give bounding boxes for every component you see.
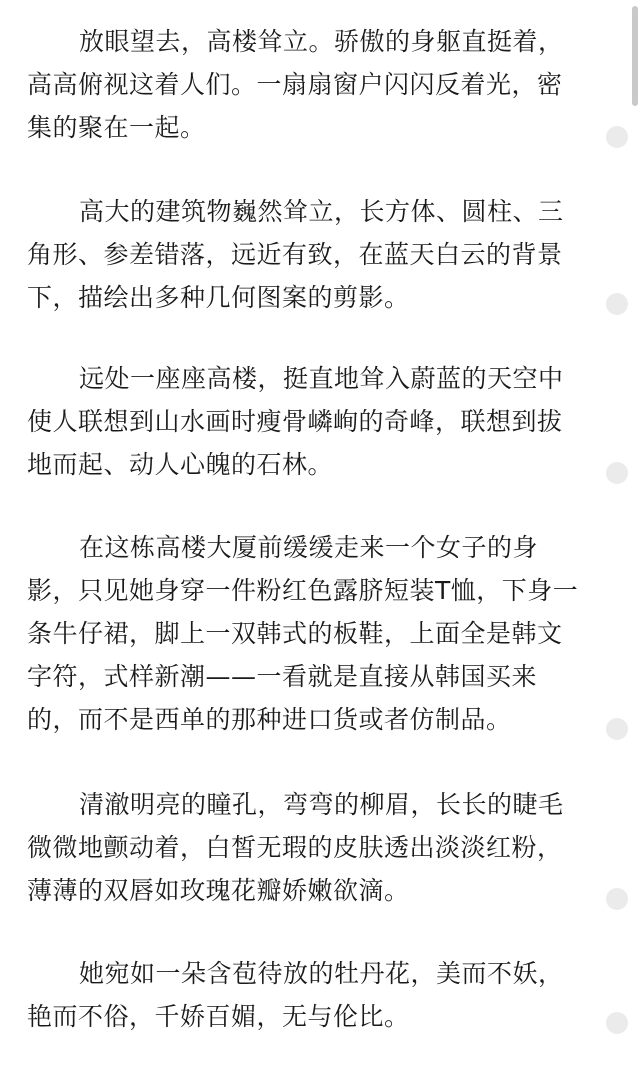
paragraph-4: 在这栋高楼大厦前缓缓走来一个女子的身影，只见她身穿一件粉红色露脐短装T恤，下身一条牛仔裙，脚上一双韩式的板鞋，上面全是韩文字符，式样新潮——一看就是直接从韩国买来的，而不是西单的那种进口货或者仿制品。 [27,533,579,734]
comment-marker-5[interactable] [606,888,628,910]
scrollbar-thumb[interactable] [632,6,638,106]
comment-marker-3[interactable] [606,462,628,484]
comment-marker-1[interactable] [606,126,628,148]
comment-marker-2[interactable] [606,293,628,315]
paragraph-1: 放眼望去，高楼耸立。骄傲的身躯直挺着，高高俯视这着人们。一扇扇窗户闪闪反着光，密集的聚在一起。 [27,27,564,142]
paragraph-6: 她宛如一朵含苞待放的牡丹花，美而不妖，艳而不俗，千娇百媚，无与伦比。 [27,959,564,1031]
comment-marker-6[interactable] [606,1012,628,1034]
paragraph-3: 远处一座座高楼，挺直地耸入蔚蓝的天空中使人联想到山水画时瘦骨嶙峋的奇峰，联想到拔地而起、动人心魄的石林。 [27,364,564,479]
comment-marker-4[interactable] [606,718,628,740]
paragraph-5: 清澈明亮的瞳孔，弯弯的柳眉，长长的睫毛微微地颤动着，白皙无瑕的皮肤透出淡淡红粉，薄薄的双唇如玫瑰花瓣娇嫩欲滴。 [27,790,564,905]
scrollbar[interactable] [630,0,640,1065]
paragraph-2: 高大的建筑物巍然耸立，长方体、圆柱、三角形、参差错落，远近有致，在蓝天白云的背景下，描绘出多种几何图案的剪影。 [27,197,564,312]
